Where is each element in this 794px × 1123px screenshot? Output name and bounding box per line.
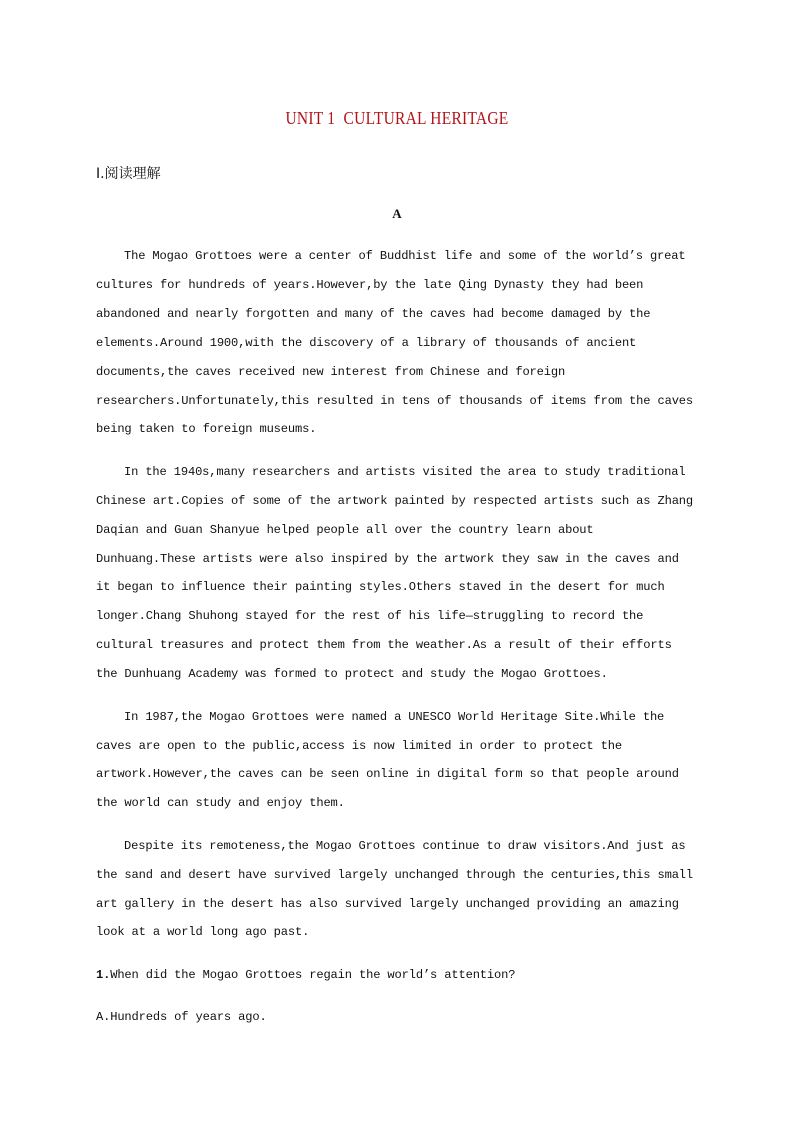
- passage-paragraph-2: In the 1940s,many researchers and artists visited the area to study traditional Chinese art.Copies of some of the artwork painted by respected artists such as Zhang Daqian and Guan Shanyue helped people all over the country learn about Dunhuang.These artists were also inspired by the artwork they saw in the caves and it began to influence their painting styles.Others staved in the desert for much longer.Chang Shuhong stayed for the rest of his life—struggling to record the cultural treasures and protect them from the weather.As a result of their efforts the Dunhuang Academy was formed to protect and study the Mogao Grottoes.: [96, 464, 694, 682]
- passage-paragraph-4: Despite its remoteness,the Mogao Grottoes continue to draw visitors.And just as the sand and desert have survived largely unchanged through the centuries,this small art gallery in the desert has also survived largely unchanged providing an amazing look at a world long ago past.: [96, 838, 694, 940]
- passage-paragraph-3: In 1987,the Mogao Grottoes were named a UNESCO World Heritage Site.While the caves are open to the public,access is now limited in order to protect the artwork.However,the caves can be seen online in digital form so that people around the world can study and enjoy them.: [96, 709, 679, 811]
- unit-title: UNIT 1 CULTURAL HERITAGE: [285, 108, 509, 128]
- section-heading: Ⅰ.阅读理解: [96, 166, 161, 182]
- question-option-a: A.Hundreds of years ago.: [96, 1010, 267, 1025]
- passage-label: A: [392, 206, 402, 221]
- question-1: [96, 961, 696, 990]
- question-text: When did the Mogao Grottoes regain the world’s attention?: [110, 967, 516, 982]
- passage-paragraph-1: The Mogao Grottoes were a center of Buddhist life and some of the world’s great cultures for hundreds of years.However,by the late Qing Dynasty they had been abandoned and nearly forgotten and many of the caves had become damaged by the elements.Around 1900,with the discovery of a library of thousands of ancient documents,the caves received new interest from Chinese and foreign researchers.Unfortunately,this resulted in tens of thousands of items from the caves being taken to foreign museums.: [96, 249, 694, 437]
- passage-body: [96, 242, 696, 1032]
- question-number: 1.: [96, 967, 111, 982]
